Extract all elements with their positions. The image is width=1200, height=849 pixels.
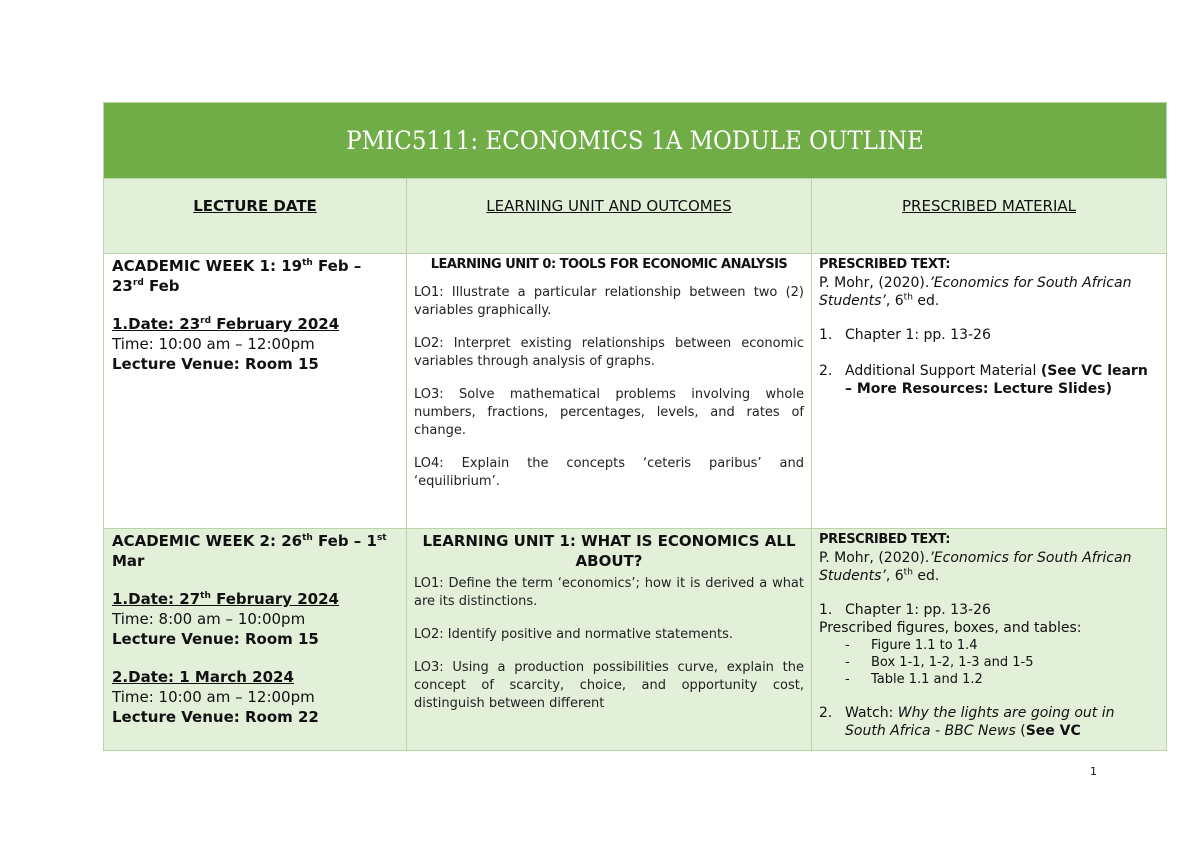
figure-item: - Table 1.1 and 1.2 <box>845 672 983 687</box>
material-item: 1. Chapter 1: pp. 13-26 <box>819 602 991 618</box>
material-item: 2. Watch: Why the lights are going out in South Africa - BBC News (See VC <box>819 705 1115 739</box>
week-1-heading: ACADEMIC WEEK 1: 19th Feb – 23rd Feb <box>112 257 362 295</box>
outcome-item: LO1: Define the term ‘economics’; how it is derived a what are its distinctions. <box>414 576 804 609</box>
week-1-date: 1.Date: 23rd February 2024 <box>112 315 340 333</box>
week-1-venue: Lecture Venue: Room 15 <box>112 355 319 373</box>
figure-item: - Box 1-1, 1-2, 1-3 and 1-5 <box>845 655 1034 670</box>
outcome-item: LO2: Interpret existing relationships between economic variables through analysis of graphs. <box>414 336 804 369</box>
week-2-time-1: Time: 8:00 am – 10:00pm <box>112 610 306 628</box>
week-2-dates <box>104 529 407 751</box>
week-2-venue-1: Lecture Venue: Room 15 <box>112 630 319 648</box>
week-1-dates <box>104 254 407 529</box>
figure-item: - Figure 1.1 to 1.4 <box>845 638 978 653</box>
outcome-item: LO4: Explain the concepts ‘ceteris paribus’ and ‘equilibrium’. <box>414 456 804 489</box>
header-learning-unit: LEARNING UNIT AND OUTCOMES <box>407 179 812 254</box>
textbook-reference: P. Mohr, (2020).’Economics for South African Students’, 6th ed. <box>819 275 1132 309</box>
prescribed-text-label: PRESCRIBED TEXT: <box>819 257 951 272</box>
week-1-row <box>104 254 1167 529</box>
outcome-item: LO2: Identify positive and normative statements. <box>414 627 734 642</box>
figures-label: Prescribed figures, boxes, and tables: <box>819 620 1082 636</box>
title-banner <box>104 103 1167 179</box>
week-2-venue-2: Lecture Venue: Room 22 <box>112 708 319 726</box>
page-title: PMIC5111: ECONOMICS 1A MODULE OUTLINE <box>346 126 924 155</box>
outcome-item: LO3: Using a production possibilities curve, explain the concept of scarcity, choice, and opportunity cost, distinguish between different <box>414 660 804 711</box>
learning-unit-1-title: LEARNING UNIT 1: WHAT IS ECONOMICS ALL ABOUT? <box>422 532 796 570</box>
prescribed-text-label: PRESCRIBED TEXT: <box>819 532 951 547</box>
header-lecture-date: LECTURE DATE <box>104 179 407 254</box>
textbook-reference: P. Mohr, (2020).’Economics for South African Students’, 6th ed. <box>819 550 1132 584</box>
week-2-heading: ACADEMIC WEEK 2: 26th Feb – 1st Mar <box>112 532 387 570</box>
week-1-time: Time: 10:00 am – 12:00pm <box>112 335 315 353</box>
week-1-outcomes <box>407 254 812 529</box>
week-2-material <box>812 529 1167 751</box>
module-outline-table <box>103 102 1167 751</box>
header-row <box>104 179 1167 254</box>
week-2-date-1: 1.Date: 27th February 2024 <box>112 590 339 608</box>
page-number: 1 <box>1090 765 1097 778</box>
outcome-item: LO3: Solve mathematical problems involving whole numbers, fractions, percentages, levels, and rates of change. <box>414 387 804 438</box>
material-item: 2. Additional Support Material (See VC learn – More Resources: Lecture Slides) <box>819 363 1148 397</box>
week-2-time-2: Time: 10:00 am – 12:00pm <box>112 688 315 706</box>
outcome-item: LO1: Illustrate a particular relationship between two (2) variables graphically. <box>414 285 804 318</box>
week-2-date-2: 2.Date: 1 March 2024 <box>112 668 294 686</box>
learning-unit-0-title: LEARNING UNIT 0: TOOLS FOR ECONOMIC ANALYSIS <box>430 257 788 272</box>
week-1-material <box>812 254 1167 529</box>
header-prescribed-material: PRESCRIBED MATERIAL <box>812 179 1167 254</box>
material-item: 1. Chapter 1: pp. 13-26 <box>819 327 991 343</box>
week-2-row <box>104 529 1167 751</box>
week-2-outcomes <box>407 529 812 751</box>
